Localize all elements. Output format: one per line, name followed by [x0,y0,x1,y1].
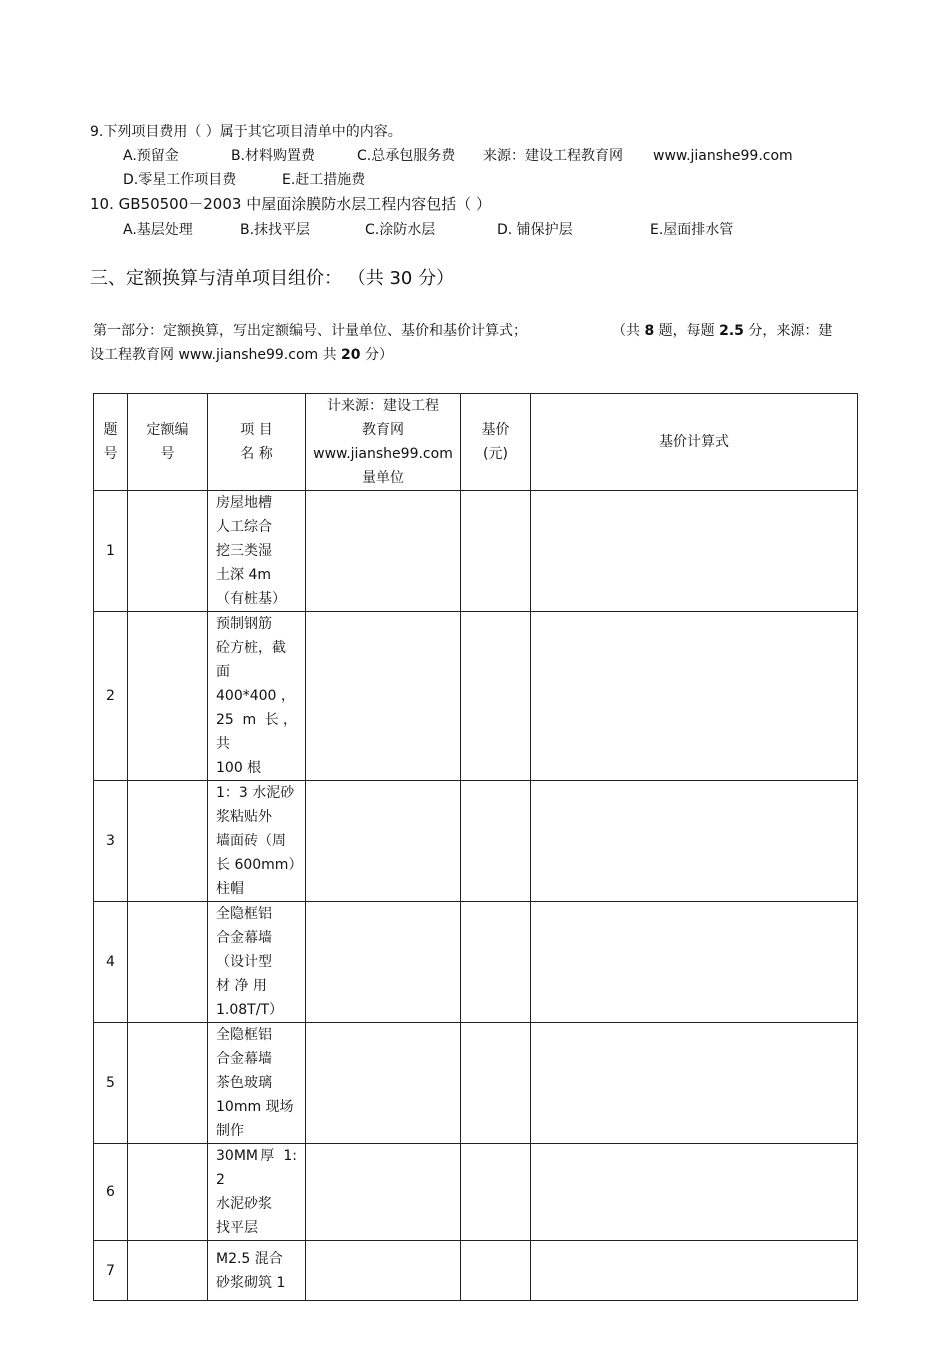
item-name-cell [208,1023,306,1144]
item-name-line: 材 净 用 [216,978,267,994]
item-name-line: 25 m 长，共 [216,712,297,752]
quota-code-cell[interactable] [128,612,208,781]
row-number: 5 [94,1023,128,1144]
header-base-price: 基价 (元) [461,394,531,491]
q10-option-d: D. 铺保护层 [497,222,573,238]
item-name-line: 400*400 ， [216,688,295,704]
row-number: 1 [94,491,128,612]
q9-option-b: B.材料购置费 [231,148,316,164]
item-name-line: 砼方桩，截 [216,640,286,656]
header-no: 题 号 [94,394,128,491]
item-name-line: 预制钢筋 [216,616,272,632]
base-price-cell[interactable] [461,1023,531,1144]
q10-option-c: C.涂防水层 [365,222,436,238]
item-name-cell [208,781,306,902]
item-name-cell [208,1144,306,1241]
quota-code-cell[interactable] [128,781,208,902]
unit-cell[interactable] [306,1023,461,1144]
item-name-line: 全隐框铝 [216,1027,272,1043]
unit-cell[interactable] [306,1144,461,1241]
header-item-name: 项 目 名 称 [208,394,306,491]
base-price-cell[interactable] [461,1144,531,1241]
quota-code-cell[interactable] [128,1241,208,1301]
table-row [94,612,858,781]
quota-code-cell[interactable] [128,1023,208,1144]
formula-cell[interactable] [531,612,858,781]
q9-option-d: D.零星工作项目费 [123,172,237,188]
unit-cell[interactable] [306,612,461,781]
item-name-line: 1：3 水泥砂 [216,785,295,801]
item-name-line: （有桩基） [216,591,286,607]
header-unit: 计来源：建设工程 教育网 www.jianshe99.com 量单位 [306,394,461,491]
row-number: 3 [94,781,128,902]
unit-cell[interactable] [306,491,461,612]
row-number: 7 [94,1241,128,1301]
quota-table [93,393,858,1301]
item-name-line: 茶色玻璃 [216,1075,272,1091]
item-name-line: 1.08T/T） [216,1002,283,1018]
item-name-cell [208,491,306,612]
table-row [94,491,858,612]
table-header-row [94,394,858,491]
table-row [94,902,858,1023]
item-name-line: 土深 4m [216,567,271,583]
item-name-line: 找平层 [216,1220,258,1236]
table-row [94,1144,858,1241]
item-name-line: 挖三类湿 [216,543,272,559]
q9-option-c: C.总承包服务费 [357,148,456,164]
unit-cell[interactable] [306,902,461,1023]
item-name-line: 浆粘贴外 [216,809,272,825]
header-formula: 基价计算式 [531,394,858,491]
quota-code-cell[interactable] [128,902,208,1023]
base-price-cell[interactable] [461,612,531,781]
q10-option-e: E.屋面排水管 [650,222,734,238]
item-name-cell [208,612,306,781]
item-name-line: 100 根 [216,760,262,776]
row-number: 6 [94,1144,128,1241]
item-name-line: 合金幕墙 [216,1051,272,1067]
formula-cell[interactable] [531,781,858,902]
quota-code-cell[interactable] [128,1144,208,1241]
item-name-line: 房屋地槽 [216,495,272,511]
base-price-cell[interactable] [461,781,531,902]
formula-cell[interactable] [531,1023,858,1144]
q9-stem: 9.下列项目费用（ ）属于其它项目清单中的内容。 [90,124,402,140]
q9-source: 来源：建设工程教育网 [483,148,623,164]
item-name-cell [208,902,306,1023]
q10-stem: 10. GB50500－2003 中屋面涂膜防水层工程内容包括（ ） [90,195,491,213]
table-row [94,781,858,902]
item-name-line: 水泥砂浆 [216,1196,272,1212]
section-title: 三、定额换算与清单项目组价： （共 30 分） [90,268,455,289]
item-name-cell [208,1241,306,1301]
item-name-line: M2.5 混合 [216,1250,283,1267]
item-name-line: （设计型 [216,954,272,970]
q10-option-b: B.抹找平层 [240,222,311,238]
item-name-line: 长 600mm） [216,857,303,873]
item-name-line: 10mm 现场 [216,1099,294,1115]
q9-website: www.jianshe99.com [653,148,793,164]
section-intro-line1-right: （共 8 题，每题 2.5 分，来源：建 [612,323,833,339]
header-quota-code: 定额编 号 [128,394,208,491]
base-price-cell[interactable] [461,491,531,612]
item-name-line: 砂浆砌筑 1 [216,1274,286,1291]
formula-cell[interactable] [531,902,858,1023]
item-name-line: 面 [216,664,230,680]
item-name-line: 制作 [216,1123,244,1139]
formula-cell[interactable] [531,1241,858,1301]
row-number: 2 [94,612,128,781]
q9-option-e: E.赶工措施费 [282,172,366,188]
quota-code-cell[interactable] [128,491,208,612]
base-price-cell[interactable] [461,902,531,1023]
item-name-line: 30MM厚 1:2 [216,1148,297,1188]
item-name-line: 柱帽 [216,881,244,897]
section-intro-line1-left: 第一部分：定额换算，写出定额编号、计量单位、基价和基价计算式； [93,323,527,339]
table-row [94,1023,858,1144]
table-row [94,1241,858,1301]
item-name-line: 人工综合 [216,519,272,535]
item-name-line: 全隐框铝 [216,906,272,922]
q9-option-a: A.预留金 [123,148,179,164]
unit-cell[interactable] [306,781,461,902]
q10-option-a: A.基层处理 [123,222,193,238]
unit-cell[interactable] [306,1241,461,1301]
section-intro-line2: 设工程教育网 www.jianshe99.com 共 20 分） [90,347,393,363]
item-name-line: 墙面砖（周 [216,833,286,849]
row-number: 4 [94,902,128,1023]
item-name-line: 合金幕墙 [216,930,272,946]
base-price-cell[interactable] [461,1241,531,1301]
formula-cell[interactable] [531,491,858,612]
formula-cell[interactable] [531,1144,858,1241]
